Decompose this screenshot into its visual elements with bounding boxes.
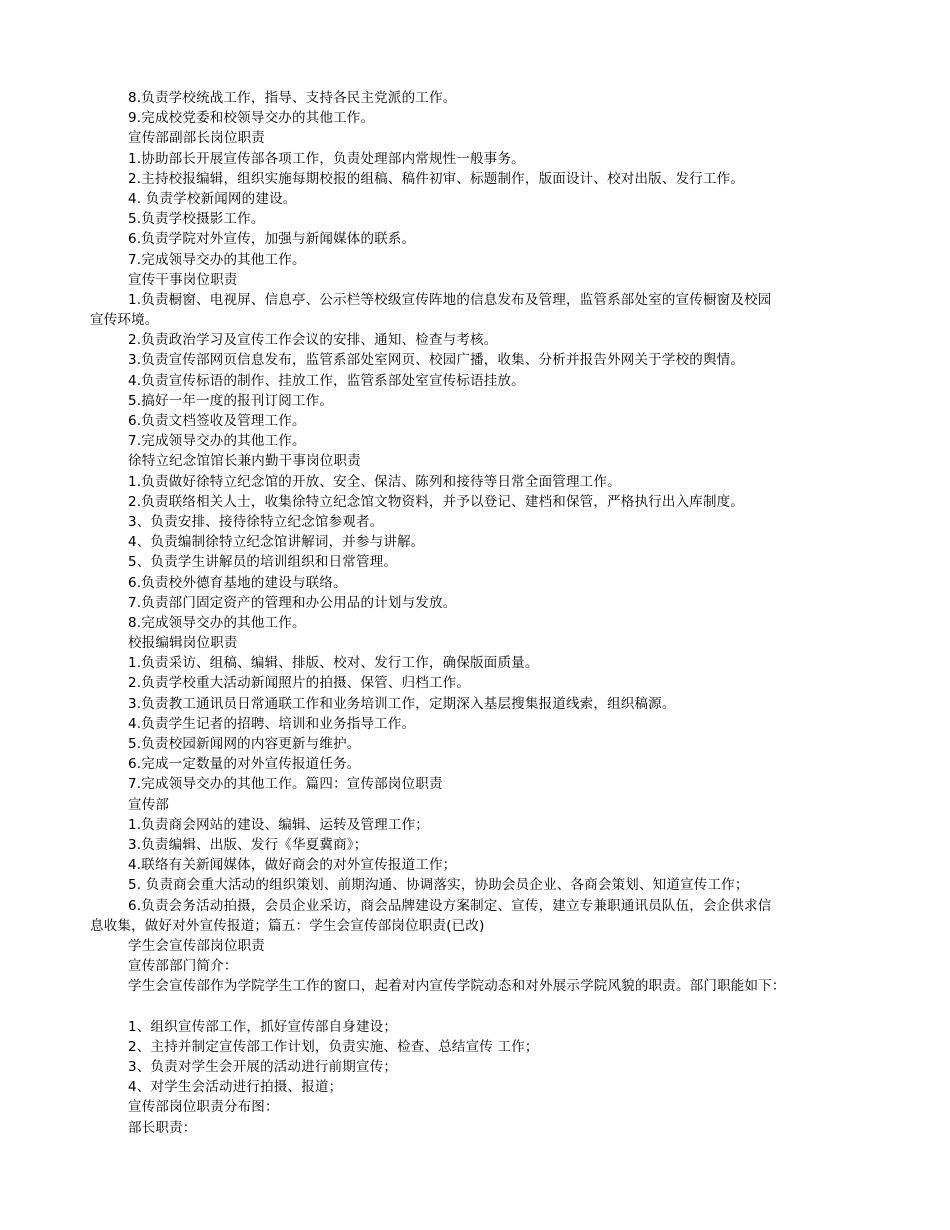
text-line: 宣传部副部长岗位职责	[128, 130, 265, 147]
text-line: 宣传部	[128, 796, 170, 813]
text-line: 7.完成领导交办的其他工作。	[128, 251, 306, 268]
text-line	[0, 996, 950, 1016]
text-line: 3.负责编辑、出版、发行《华夏冀商》；	[128, 836, 368, 853]
text-line: 学生会宣传部作为学院学生工作的窗口，起着对内宣传学院动态和对外展示学院风貌的职责。部门职能如下：	[128, 978, 786, 995]
text-line: 3.负责教工通讯员日常通联工作和业务培训工作，定期深入基层搜集报道线索，组织稿源。	[128, 695, 676, 712]
text-line: 宣传干事岗位职责	[128, 271, 238, 288]
text-line: 5.搞好一年一度的报刊订阅工作。	[128, 392, 334, 409]
text-line: 3、负责对学生会开展的活动进行前期宣传；	[128, 1059, 398, 1075]
text-line: 5. 负责商会重大活动的组织策划、前期沟通、协调落实，协助会员企业、各商会策划、知道宣传工作；	[128, 877, 749, 894]
text-line: 1.负责采访、组稿、编辑、排版、校对、发行工作，确保版面质量。	[128, 655, 539, 672]
text-line: 6.负责学院对外宣传，加强与新闻媒体的联系。	[128, 231, 416, 248]
text-line: 6.完成一定数量的对外宣传报道任务。	[128, 756, 361, 773]
text-line: 3、负责安排、接待徐特立纪念馆参观者。	[128, 513, 384, 530]
text-line: 1.负责橱窗、电视屏、信息亭、公示栏等校级宣传阵地的信息发布及管理，监管系部处室的宣传橱窗及校园	[128, 291, 772, 308]
text-line: 校报编辑岗位职责	[128, 635, 238, 652]
text-line: 7.完成领导交办的其他工作。	[128, 433, 306, 450]
text-line: 8.负责学校统战工作，指导、支持各民主党派的工作。	[128, 90, 457, 106]
text-line: 2.负责联络相关人士，收集徐特立纪念馆文物资料，并予以登记、建档和保管，严格执行出入库制度。	[128, 493, 745, 510]
text-line: 1.负责做好徐特立纪念馆的开放、安全、保洁、陈列和接待等日常全面管理工作。	[128, 473, 621, 490]
text-line: 息收集，做好对外宣传报道；篇五：学生会宣传部岗位职责(已改)	[90, 917, 485, 934]
text-line: 5.负责学校摄影工作。	[128, 211, 265, 228]
text-line: 1、组织宣传部工作，抓好宣传部自身建设；	[128, 1018, 398, 1035]
text-line: 6.负责会务活动拍摄，会员企业采访，商会品牌建设方案制定、宣传，建立专兼职通讯员队伍，会企供求信	[128, 897, 772, 914]
text-line: 2.负责政治学习及宣传工作会议的安排、通知、检查与考核。	[128, 332, 498, 349]
text-line: 2.主持校报编辑，组织实施每期校报的组稿、稿件初审、标题制作，版面设计、校对出版、发行工作。	[128, 170, 745, 187]
text-line: 部长职责：	[128, 1119, 197, 1136]
text-line: 2、主持并制定宣传部工作计划，负责实施、检查、总结宣传 工作；	[128, 1038, 539, 1055]
document-body	[0, 88, 950, 1138]
text-line: 9.完成校党委和校领导交办的其他工作。	[128, 110, 375, 127]
text-line: 宣传部岗位职责分布图：	[128, 1099, 279, 1116]
text-line: 5.负责校园新闻网的内容更新与维护。	[128, 736, 361, 752]
text-line: 3.负责宣传部网页信息发布，监管系部处室网页、校园广播，收集、分析并报告外网关于学校的舆情。	[128, 352, 745, 369]
text-line: 7.完成领导交办的其他工作。篇四：宣传部岗位职责	[128, 776, 443, 793]
text-line: 7.负责部门固定资产的管理和办公用品的计划与发放。	[128, 594, 457, 611]
text-line: 4.负责学生记者的招聘、培训和业务指导工作。	[128, 715, 416, 732]
text-line: 1.负责商会网站的建设、编辑、运转及管理工作；	[128, 816, 429, 833]
text-line: 4.联络有关新闻媒体，做好商会的对外宣传报道工作；	[128, 857, 457, 874]
text-line: 6.负责文档签收及管理工作。	[128, 413, 306, 429]
text-line: 4. 负责学校新闻网的建设。	[128, 190, 297, 207]
text-line: 徐特立纪念馆馆长兼内勤干事岗位职责	[128, 453, 361, 470]
text-line: 4、负责编制徐特立纪念馆讲解词，并参与讲解。	[128, 534, 425, 551]
text-line: 6.负责校外德育基地的建设与联络。	[128, 574, 347, 591]
text-line: 2.负责学校重大活动新闻照片的拍摄、保管、归档工作。	[128, 675, 471, 692]
text-line: 4.负责宣传标语的制作、挂放工作，监管系部处室宣传标语挂放。	[128, 372, 525, 389]
text-line: 学生会宣传部岗位职责	[128, 937, 265, 954]
text-line: 4、对学生会活动进行拍摄、报道；	[128, 1079, 343, 1096]
text-line: 宣传部部门简介：	[128, 958, 238, 975]
text-line: 5、负责学生讲解员的培训组织和日常管理。	[128, 554, 398, 571]
text-line: 8.完成领导交办的其他工作。	[128, 614, 306, 631]
text-line: 1.协助部长开展宣传部各项工作，负责处理部内常规性一般事务。	[128, 150, 525, 167]
text-line: 宣传环境。	[90, 312, 159, 329]
